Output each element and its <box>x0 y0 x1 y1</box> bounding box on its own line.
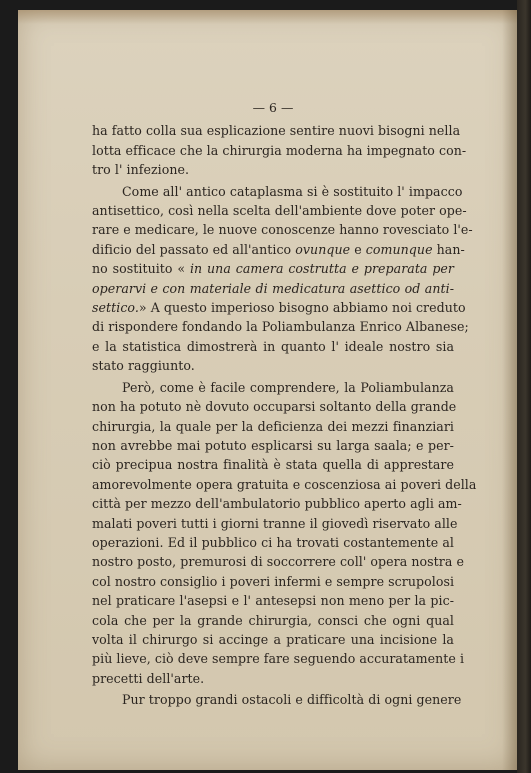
paragraph <box>92 690 462 709</box>
paper-edge-shadow <box>502 10 518 770</box>
text-line: tro l' infezione. <box>92 162 190 178</box>
text-line: Come all' antico cataplasma si è sostituito l' impacco <box>122 183 463 199</box>
text-line: lotta efficace che la chirurgia moderna ha impegnato con- <box>92 142 467 158</box>
text-line: malati poveri tutti i giorni tranne il giovedì riservato alle <box>92 515 458 531</box>
page-number: — 6 — <box>252 100 294 115</box>
text-line: dificio del passato ed all'antico ovunque e comunque han- <box>92 241 465 257</box>
paragraph <box>92 182 473 376</box>
text-line: ciò precipua nostra finalità è stata quella di apprestare <box>92 457 454 473</box>
page-text <box>92 98 477 710</box>
text-line: di rispondere fondando la Poliambulanza Enrico Albanese; <box>92 319 469 335</box>
text-line: nostro posto, premurosi di soccorrere coll' opera nostra e <box>92 554 464 570</box>
text-line: Pur troppo grandi ostacoli e difficoltà di ogni genere <box>122 692 462 708</box>
book-spine <box>517 0 531 773</box>
text-line: Però, come è facile comprendere, la Poliambulanza <box>122 379 454 395</box>
text-line: antisettico, così nella scelta dell'ambiente dove poter ope- <box>92 203 467 219</box>
text-line: e la statistica dimostrerà in quanto l' ideale nostro sia <box>92 338 454 354</box>
text-line: ha fatto colla sua esplicazione sentire nuovi bisogni nella <box>92 123 461 139</box>
text-line: settico.» A questo imperioso bisogno abbiamo noi creduto <box>92 300 466 316</box>
paper-top-shadow <box>18 10 518 24</box>
text-line: nel praticare l'asepsi e l' antesepsi non meno per la pic- <box>92 593 454 609</box>
text-line: rare e medicare, le nuove conoscenze hanno rovesciato l'e- <box>92 222 473 238</box>
text-line: precetti dell'arte. <box>92 670 205 686</box>
text-line: cola che per la grande chirurgia, consci che ogni qual <box>92 612 454 628</box>
paragraph-container <box>92 121 477 709</box>
text-line: non ha potuto nè dovuto occuparsi soltanto della grande <box>92 399 457 415</box>
text-line: amorevolmente opera gratuita e coscenziosa ai poveri della <box>92 476 477 492</box>
paragraph <box>92 121 467 179</box>
text-line: no sostituito « in una camera costrutta e preparata per <box>92 261 454 277</box>
paragraph <box>92 378 477 689</box>
text-line: non avrebbe mai potuto esplicarsi su larga saala; e per- <box>92 437 454 453</box>
text-line: col nostro consiglio i poveri infermi e sempre scrupolosi <box>92 573 455 589</box>
text-line: stato raggiunto. <box>92 358 195 374</box>
text-line: volta il chirurgo si accinge a praticare una incisione la <box>92 631 454 647</box>
text-line: chirurgia, la quale per la deficienza dei mezzi finanziari <box>92 418 454 434</box>
text-line: operarvi e con materiale di medicatura asettico od anti- <box>92 280 454 296</box>
text-line: città per mezzo dell'ambulatorio pubblico aperto agli am- <box>92 496 462 512</box>
text-line: operazioni. Ed il pubblico ci ha trovati costantemente al <box>92 534 454 550</box>
text-line: più lieve, ciò deve sempre fare seguendo accuratamente i <box>92 651 465 667</box>
